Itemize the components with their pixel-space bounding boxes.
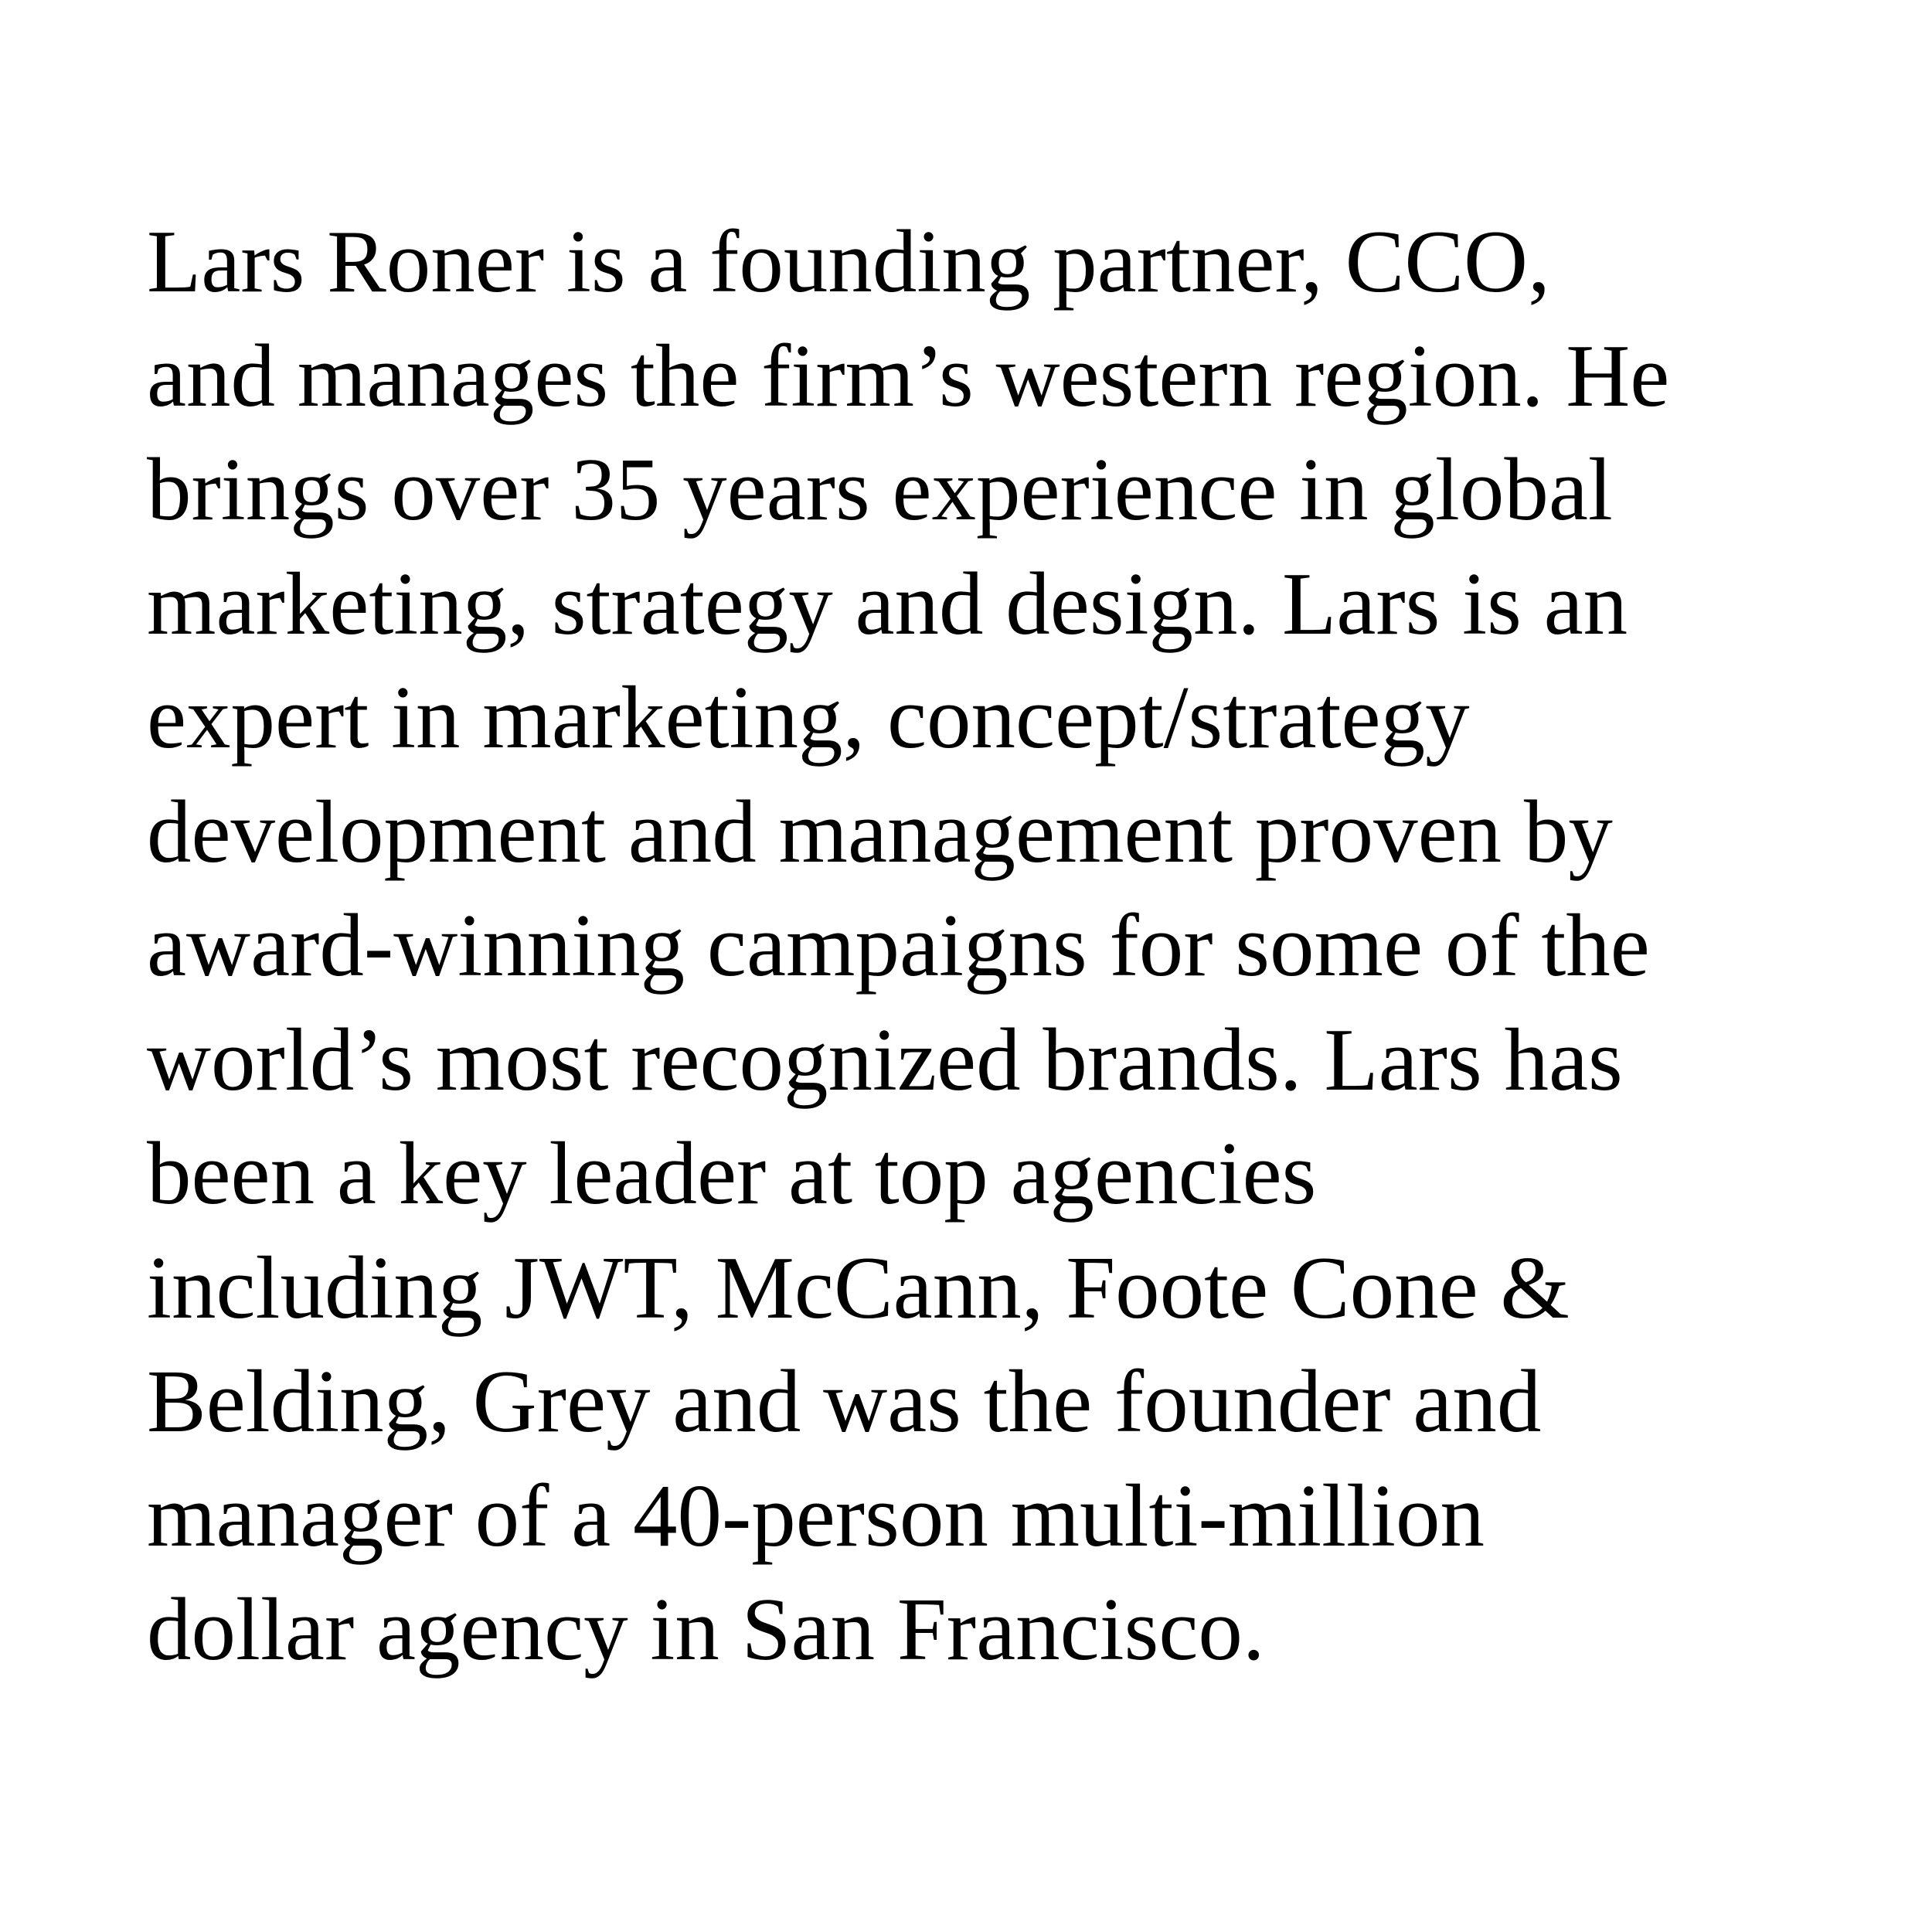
bio-line-13: dollar agency in San Francisco.	[147, 1580, 1265, 1679]
bio-line-2: and manages the firm’s western region. He	[147, 326, 1670, 425]
bio-line-3: brings over 35 years experience in global	[147, 440, 1613, 539]
bio-paragraph	[147, 205, 1886, 1687]
bio-line-12: manager of a 40-person multi-million	[147, 1466, 1485, 1565]
bio-line-7: award-winning campaigns for some of the	[147, 896, 1650, 995]
bio-line-8: world’s most recognized brands. Lars has	[147, 1010, 1623, 1109]
bio-line-10: including JWT, McCann, Foote Cone &	[147, 1238, 1570, 1337]
bio-line-1: Lars Roner is a founding partner, CCO,	[147, 213, 1550, 311]
bio-line-11: Belding, Grey and was the founder and	[147, 1352, 1542, 1451]
bio-line-4: marketing, strategy and design. Lars is an	[147, 554, 1628, 653]
bio-line-6: development and management proven by	[147, 782, 1613, 881]
bio-line-9: been a key leader at top agencies	[147, 1124, 1317, 1223]
bio-line-5: expert in marketing, concept/strategy	[147, 668, 1470, 767]
